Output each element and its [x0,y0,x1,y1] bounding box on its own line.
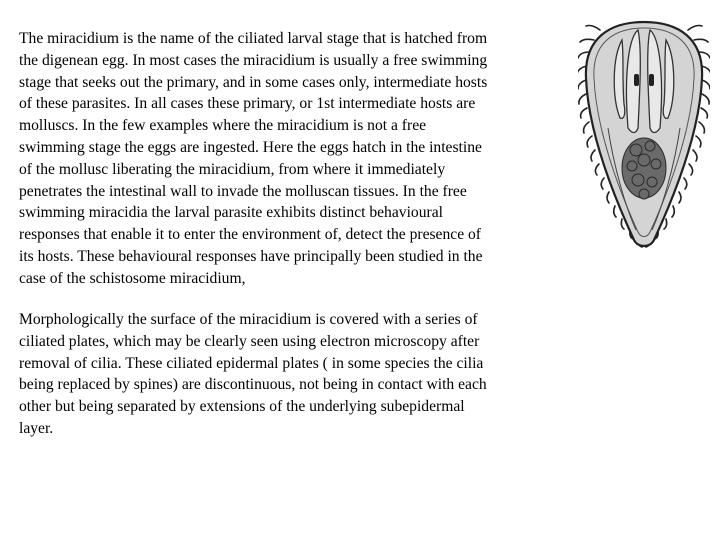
text-line: layer. [19,419,54,437]
miracidium-illustration [578,18,710,258]
text-line: case of the schistosome miracidium, [19,269,246,287]
germ-cells [622,138,666,199]
paragraph-1 [19,28,564,290]
text-line: ciliated plates, which may be clearly seen using electron microscopy after [19,332,480,350]
text-line: removal of cilia. These ciliated epidermal plates ( in some species the cilia [19,354,484,372]
text-line: stage that seeks out the primary, and in some cases only, intermediate hosts [19,73,488,91]
text-line: its hosts. These behavioural responses have principally been studied in the [19,247,483,265]
text-line: penetrates the intestinal wall to invade the molluscan tissues. In the free [19,182,467,200]
text-line: other but being separated by extensions of the underlying subepidermal [19,398,465,416]
text-line: being replaced by spines) are discontinuous, not being in contact with each [19,376,487,394]
text-line: molluscs. In the few examples where the miracidium is not a free [19,117,427,135]
text-line: of the mollusc liberating the miracidium, from where it immediately [19,160,446,178]
body-outline [586,22,702,246]
text-line: swimming stage the eggs are ingested. Here the eggs hatch in the intestine [19,138,482,156]
text-line: of these parasites. In all cases these primary, or 1st intermediate hosts are [19,95,476,113]
text-line: Morphologically the surface of the miracidium is covered with a series of [19,311,478,328]
text-line: swimming miracidia the larval parasite exhibits distinct behavioural [19,204,443,222]
text-line: the digenean egg. In most cases the miracidium is usually a free swimming [19,51,488,69]
text-line: The miracidium is the name of the ciliated larval stage that is hatched from [19,30,488,47]
paragraph-2 [19,309,564,440]
text-line: responses that enable it to enter the environment of, detect the presence of [19,226,482,244]
